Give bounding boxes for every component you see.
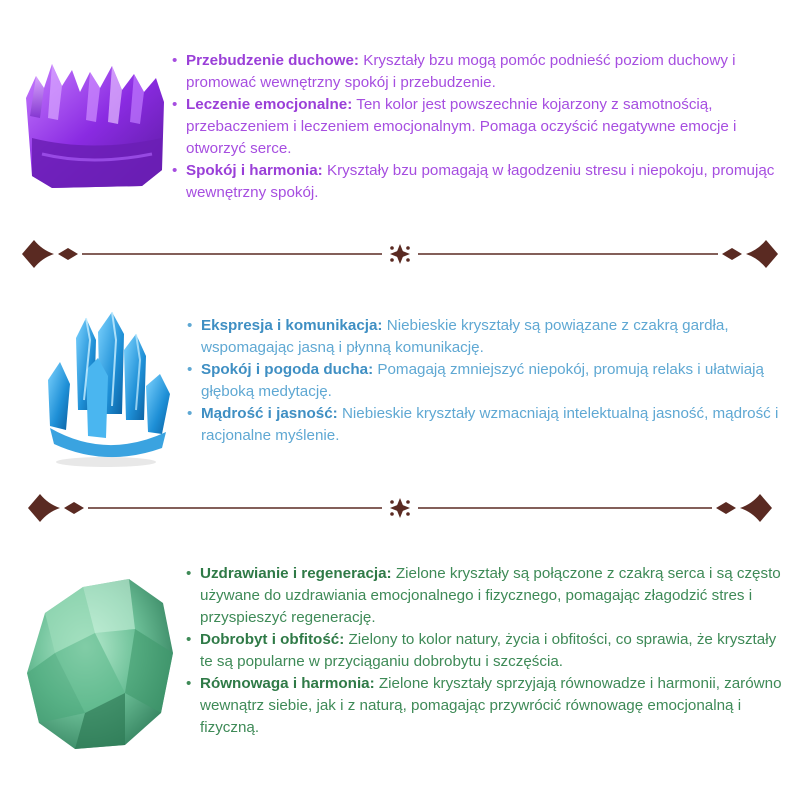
- item-title: Spokój i pogoda ducha:: [201, 361, 374, 378]
- item-title: Przebudzenie duchowe:: [186, 52, 359, 69]
- ornamental-divider: [20, 490, 780, 526]
- bullet-icon: •: [187, 317, 193, 334]
- blue-crystal-image: [36, 310, 176, 470]
- list-item: [185, 359, 785, 403]
- item-title: Równowaga i harmonia:: [200, 675, 375, 692]
- item-title: Uzdrawianie i regeneracja:: [200, 565, 392, 582]
- bullet-icon: •: [186, 631, 192, 648]
- item-text: Zielone kryształy sprzyjają równowadze i harmonii, zarówno wewnątrz siebie, jak i z naturą, pomagając przywrócić równowagę emocjonalną i fizyczną.: [200, 675, 782, 736]
- blue-benefits-list: [185, 315, 785, 447]
- list-item: [185, 315, 785, 359]
- bullet-icon: •: [186, 565, 192, 582]
- bullet-icon: •: [172, 96, 178, 113]
- list-item: [184, 629, 784, 673]
- bullet-icon: •: [186, 675, 192, 692]
- item-title: Spokój i harmonia:: [186, 162, 323, 179]
- list-item: [184, 563, 784, 629]
- bullet-icon: •: [172, 162, 178, 179]
- bullet-icon: •: [187, 361, 193, 378]
- purple-crystal-image: [22, 58, 167, 193]
- item-title: Ekspresja i komunikacja:: [201, 317, 383, 334]
- purple-benefits-list: [170, 50, 780, 204]
- list-item: [170, 50, 780, 94]
- item-text: Zielony to kolor natury, życia i obfitości, co sprawia, że kryształy te są popularne w przyciąganiu dobrobytu i szczęścia.: [200, 631, 777, 670]
- item-text: Zielone kryształy są połączone z czakrą serca i są często używane do uzdrawiania emocjonalnego i fizycznego, pomagając złagodzić stres i przyspieszyć regenerację.: [200, 565, 781, 626]
- purple-crystal-section: [0, 0, 800, 230]
- bullet-icon: •: [187, 405, 193, 422]
- green-crystal-image: [25, 573, 175, 753]
- item-title: Dobrobyt i obfitość:: [200, 631, 345, 648]
- list-item: [185, 403, 785, 447]
- blue-crystal-section: [0, 290, 800, 490]
- list-item: [184, 673, 784, 739]
- item-title: Mądrość i jasność:: [201, 405, 338, 422]
- list-item: [170, 160, 780, 204]
- item-text: Niebieskie kryształy są powiązane z czakrą gardła, wspomagając jasną i płynną komunikację.: [201, 317, 729, 356]
- item-text: Niebieskie kryształy wzmacniają intelektualną jasność, mądrość i racjonalne myślenie.: [201, 405, 779, 444]
- green-benefits-list: [184, 563, 784, 739]
- item-text: Kryształy bzu pomagają w łagodzeniu stresu i niepokoju, promując wewnętrzny spokój.: [186, 162, 775, 201]
- item-text: Kryształy bzu mogą pomóc podnieść poziom duchowy i promować wewnętrzny spokój i przebudzenie.: [186, 52, 736, 91]
- item-text: Ten kolor jest powszechnie kojarzony z samotnością, przebaczeniem i leczeniem emocjonalnym. Pomaga oczyścić negatywne emocje i otworzyć serce.: [186, 96, 737, 157]
- list-item: [170, 94, 780, 160]
- item-title: Leczenie emocjonalne:: [186, 96, 353, 113]
- bullet-icon: •: [172, 52, 178, 69]
- ornamental-divider: [20, 236, 780, 272]
- green-crystal-section: [0, 555, 800, 800]
- item-text: Pomagają zmniejszyć niepokój, promują relaks i ułatwiają głęboką medytację.: [201, 361, 764, 400]
